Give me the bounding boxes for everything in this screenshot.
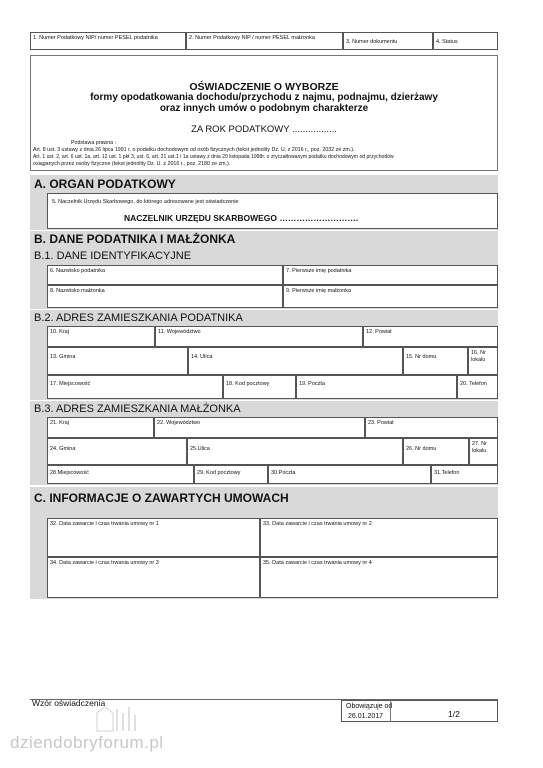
footer-page-number: 1/2 [448,709,460,719]
taxpayer-nip-field[interactable]: 1. Numer Podatkowy NIP/ numer PESEL podatnika [30,32,186,50]
taxpayer-country-field[interactable]: 10. Kraj [47,326,155,347]
taxpayer-province-field[interactable]: 11. Województwo [155,326,363,347]
legal-basis-heading: Podstawa prawna : [71,140,117,146]
legal-basis-line-2: Art. 1 ust. 2, art. 6 ust. 1a, art. 12 ust. 1 pkt 3, ust. 6, art. 21 ust.1 i 1a ustawy z dnia 20 listopada 1998r. o zryczałtowanym podatku dochodowym od przychodów [33,154,394,160]
section-b-header: B. DANE PODATNIKA I MAŁŻONKA [34,232,236,246]
taxpayer-postal-code-field[interactable]: 18. Kod pocztowy [223,375,296,399]
taxpayer-city-field[interactable]: 17. Miejscowość [47,375,223,399]
spouse-street-field[interactable]: 25.Ulica [187,438,403,465]
footer-valid-from-label: Obowiązuje od [346,703,393,710]
spouse-province-field[interactable]: 22. Województwo [154,417,365,438]
spouse-apartment-label-1: 27. Nr [472,441,487,447]
taxpayer-apartment-field[interactable] [468,347,498,375]
spouse-county-field[interactable]: 23. Powiat [365,417,498,438]
spouse-postal-code-field[interactable]: 29. Kod pocztowy [194,465,268,484]
legal-basis-line-3: osiąganych przez osoby fizyczne (tekst jednolity Dz. U. z 2016 r., poz. 2180 ze zm.). [33,161,231,167]
spouse-apartment-field[interactable] [469,438,498,465]
taxpayer-street-field[interactable]: 14. Ulica [188,347,403,375]
taxpayer-house-number-field[interactable]: 15. Nr domu [403,347,468,375]
apartment-label-1: 16. Nr [471,350,486,356]
tax-office-field[interactable] [47,193,498,229]
document-number-field[interactable]: 3. Numer dokumentu [343,32,433,50]
section-c-header: C. INFORMACJE O ZAWARTYCH UMOWACH [34,491,289,505]
taxpayer-phone-field[interactable]: 20. Telefon [457,375,498,399]
spouse-surname-field[interactable]: 8. Nazwisko małżonka [47,285,283,308]
taxpayer-first-name-field[interactable]: 7. Pierwsze imię podatnika [283,265,498,285]
taxpayer-surname-field[interactable]: 6. Nazwisko podatnika [47,265,283,285]
title-block [30,55,498,171]
section-b1-header: B.1. DANE IDENTYFIKACYJNE [34,250,192,262]
footer-valid-from-date: 26.01.2017 [348,713,384,720]
form-title: OŚWIADCZENIE O WYBORZE [189,81,339,93]
spouse-house-number-field[interactable]: 26. Nr domu [403,438,469,465]
section-a-header: A. ORGAN PODATKOWY [34,176,176,191]
spouse-country-field[interactable]: 21. Kraj [47,417,154,438]
spouse-phone-field[interactable]: 31.Telefon [431,465,498,484]
taxpayer-municipality-field[interactable]: 13. Gmina [47,347,188,375]
taxpayer-post-office-field[interactable]: 19. Poczta [296,375,457,399]
footer-page-divider [390,700,391,722]
footer-template-label: Wzór oświadczenia [32,698,106,708]
apartment-label-2: lokalu [471,356,486,363]
contract-4-field[interactable]: 35. Data zawarcie i czas trwania umowy nr 4 [260,557,498,598]
spouse-post-office-field[interactable]: 30.Poczta [268,465,431,484]
tax-office-value: NACZELNIK URZĘDU SKARBOWEGO ………………………. [124,213,359,223]
tax-office-label: 5. Naczelnik Urzędu Skarbowego, do którego adresowane jest oświadczenie [52,199,239,205]
watermark-text: dziendobryforum.pl [10,733,164,752]
form-subtitle-1: formy opodatkowania dochodu/przychodu z najmu, podnajmu, dzierżawy [90,92,438,103]
contract-1-field[interactable]: 32. Data zawarcie i czas trwania umowy nr 1 [47,518,260,557]
contract-3-field[interactable]: 34. Data zawarcie i czas trwania umowy nr 3 [47,557,260,598]
legal-basis-line-1: Art. 8 ust. 3 ustawy z dnia 26 lipca 1991 r. o podatku dochodowym od osób fizycznych (tekst jednolity Dz. U. z 2016 r., poz. 2032 ze zm.). [33,147,355,153]
spouse-apartment-label-2: lokalu [472,447,487,454]
spouse-first-name-field[interactable]: 9. Pierwsze imię małżonka [283,285,498,308]
spouse-nip-field[interactable]: 2. Numer Podatkowy NIP / numer PESEL małżonka [186,32,343,50]
status-field[interactable]: 4. Status [433,32,498,50]
watermark-logo-icon [93,703,141,735]
tax-year-line: ZA ROK PODATKOWY ................. [191,124,337,135]
form-subtitle-2: oraz innych umów o podobnym charakterze [159,103,369,114]
contract-2-field[interactable]: 33. Data zawarcie i czas trwania umowy nr 2 [260,518,498,557]
spouse-municipality-field[interactable]: 24. Gmina [47,438,187,465]
section-b3-header: B.3. ADRES ZAMIESZKANIA MAŁŻONKA [34,403,241,415]
section-b2-header: B.2. ADRES ZAMIESZKANIA PODATNIKA [34,312,243,324]
taxpayer-county-field[interactable]: 12. Powiat [363,326,498,347]
spouse-city-field[interactable]: 28.Miejscowość [47,465,194,484]
footer-validity-box [341,700,498,722]
